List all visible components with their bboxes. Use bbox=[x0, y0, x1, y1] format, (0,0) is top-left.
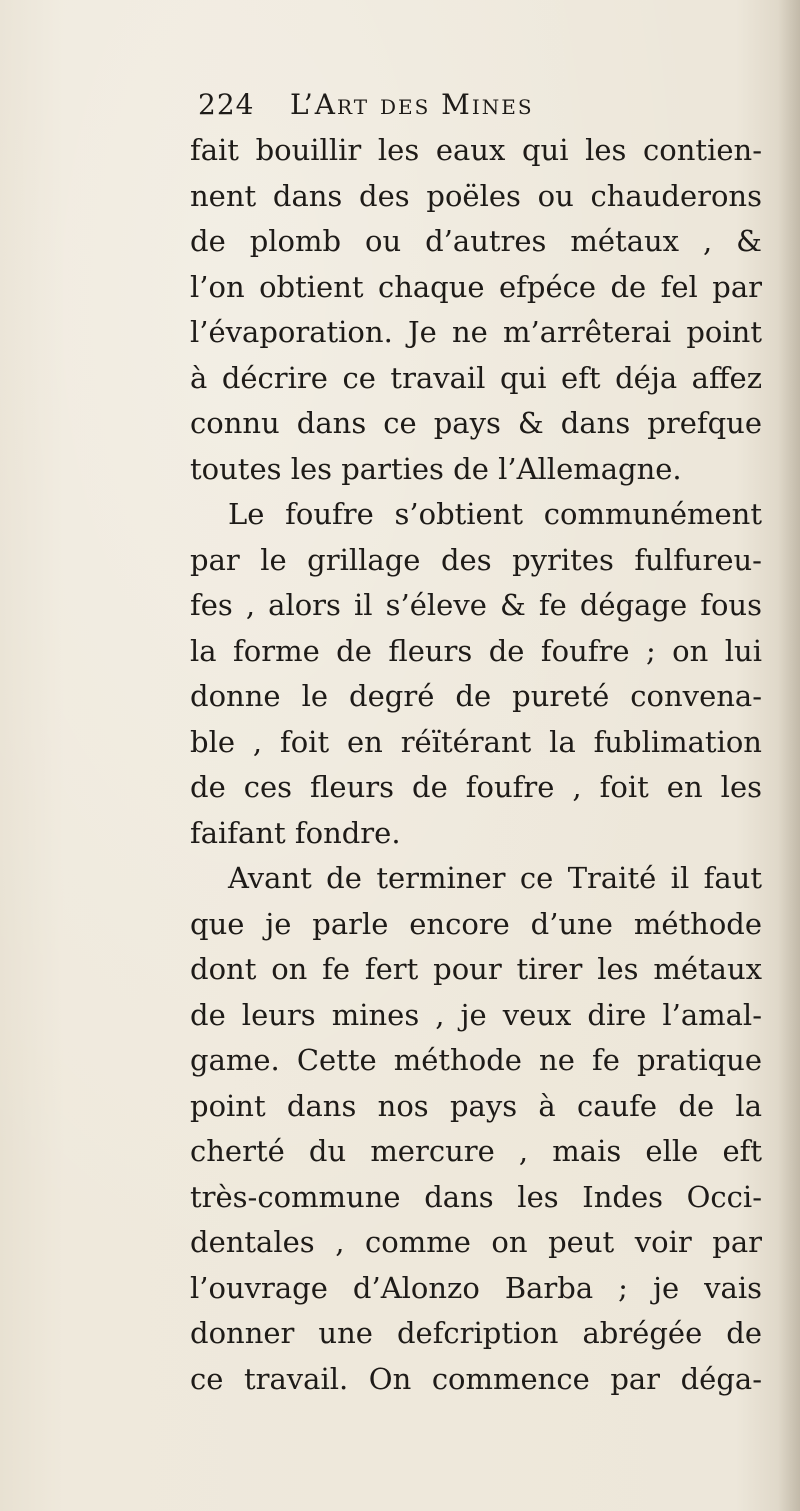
page-header bbox=[198, 88, 638, 128]
text-line: fes , alors il s’éleve & fe dégage fous bbox=[190, 588, 762, 622]
text-line: l’on obtient chaque efpéce de fel par bbox=[190, 269, 762, 304]
text-line: ce travail. On commence par déga- bbox=[190, 1361, 762, 1396]
text-line: l’ouvrage d’Alonzo Barba ; je vais bbox=[190, 1270, 762, 1305]
text-line: game. Cette méthode ne fe pratique bbox=[190, 1043, 762, 1077]
paragraph-first-line: Le foufre s’obtient communément bbox=[228, 497, 762, 531]
body-text bbox=[190, 128, 762, 1402]
text-line: donner une defcription abrégée de bbox=[190, 1316, 762, 1350]
text-line: fait bouillir les eaux qui les contien- bbox=[190, 133, 762, 167]
text-line: de ces fleurs de foufre , foit en les bbox=[190, 770, 762, 804]
text-line: ble , foit en réïtérant la fublimation bbox=[190, 724, 762, 759]
text-line: à décrire ce travail qui eft déja affez bbox=[190, 360, 762, 395]
text-line: la forme de fleurs de foufre ; on lui bbox=[190, 633, 762, 668]
page-edge-shadow bbox=[778, 0, 800, 1511]
paragraph-first-line: Avant de terminer ce Traité il faut bbox=[228, 861, 762, 895]
text-line: dentales , comme on peut voir par bbox=[190, 1225, 762, 1259]
text-line: très-commune dans les Indes Occi- bbox=[190, 1179, 762, 1214]
text-line: de leurs mines , je veux dire l’amal- bbox=[190, 997, 762, 1032]
text-line: de plomb ou d’autres métaux , & bbox=[190, 224, 762, 258]
text-line: que je parle encore d’une méthode bbox=[190, 906, 762, 941]
text-line: toutes les parties de l’Allemagne. bbox=[190, 451, 682, 486]
running-title: L’Art des Mines bbox=[290, 88, 534, 121]
text-line: point dans nos pays à caufe de la bbox=[190, 1088, 762, 1123]
text-line: nent dans des poëles ou chauderons bbox=[190, 178, 762, 213]
text-line: dont on fe fert pour tirer les métaux bbox=[190, 952, 762, 986]
text-line: faifant fondre. bbox=[190, 815, 401, 850]
text-line: connu dans ce pays & dans prefque bbox=[190, 406, 762, 440]
text-line: donne le degré de pureté convena- bbox=[190, 679, 762, 713]
text-line: par le grillage des pyrites fulfureu- bbox=[190, 542, 762, 577]
page-number: 224 bbox=[198, 88, 255, 121]
text-line: cherté du mercure , mais elle eft bbox=[190, 1134, 762, 1168]
text-line: l’évaporation. Je ne m’arrêterai point bbox=[190, 315, 762, 349]
